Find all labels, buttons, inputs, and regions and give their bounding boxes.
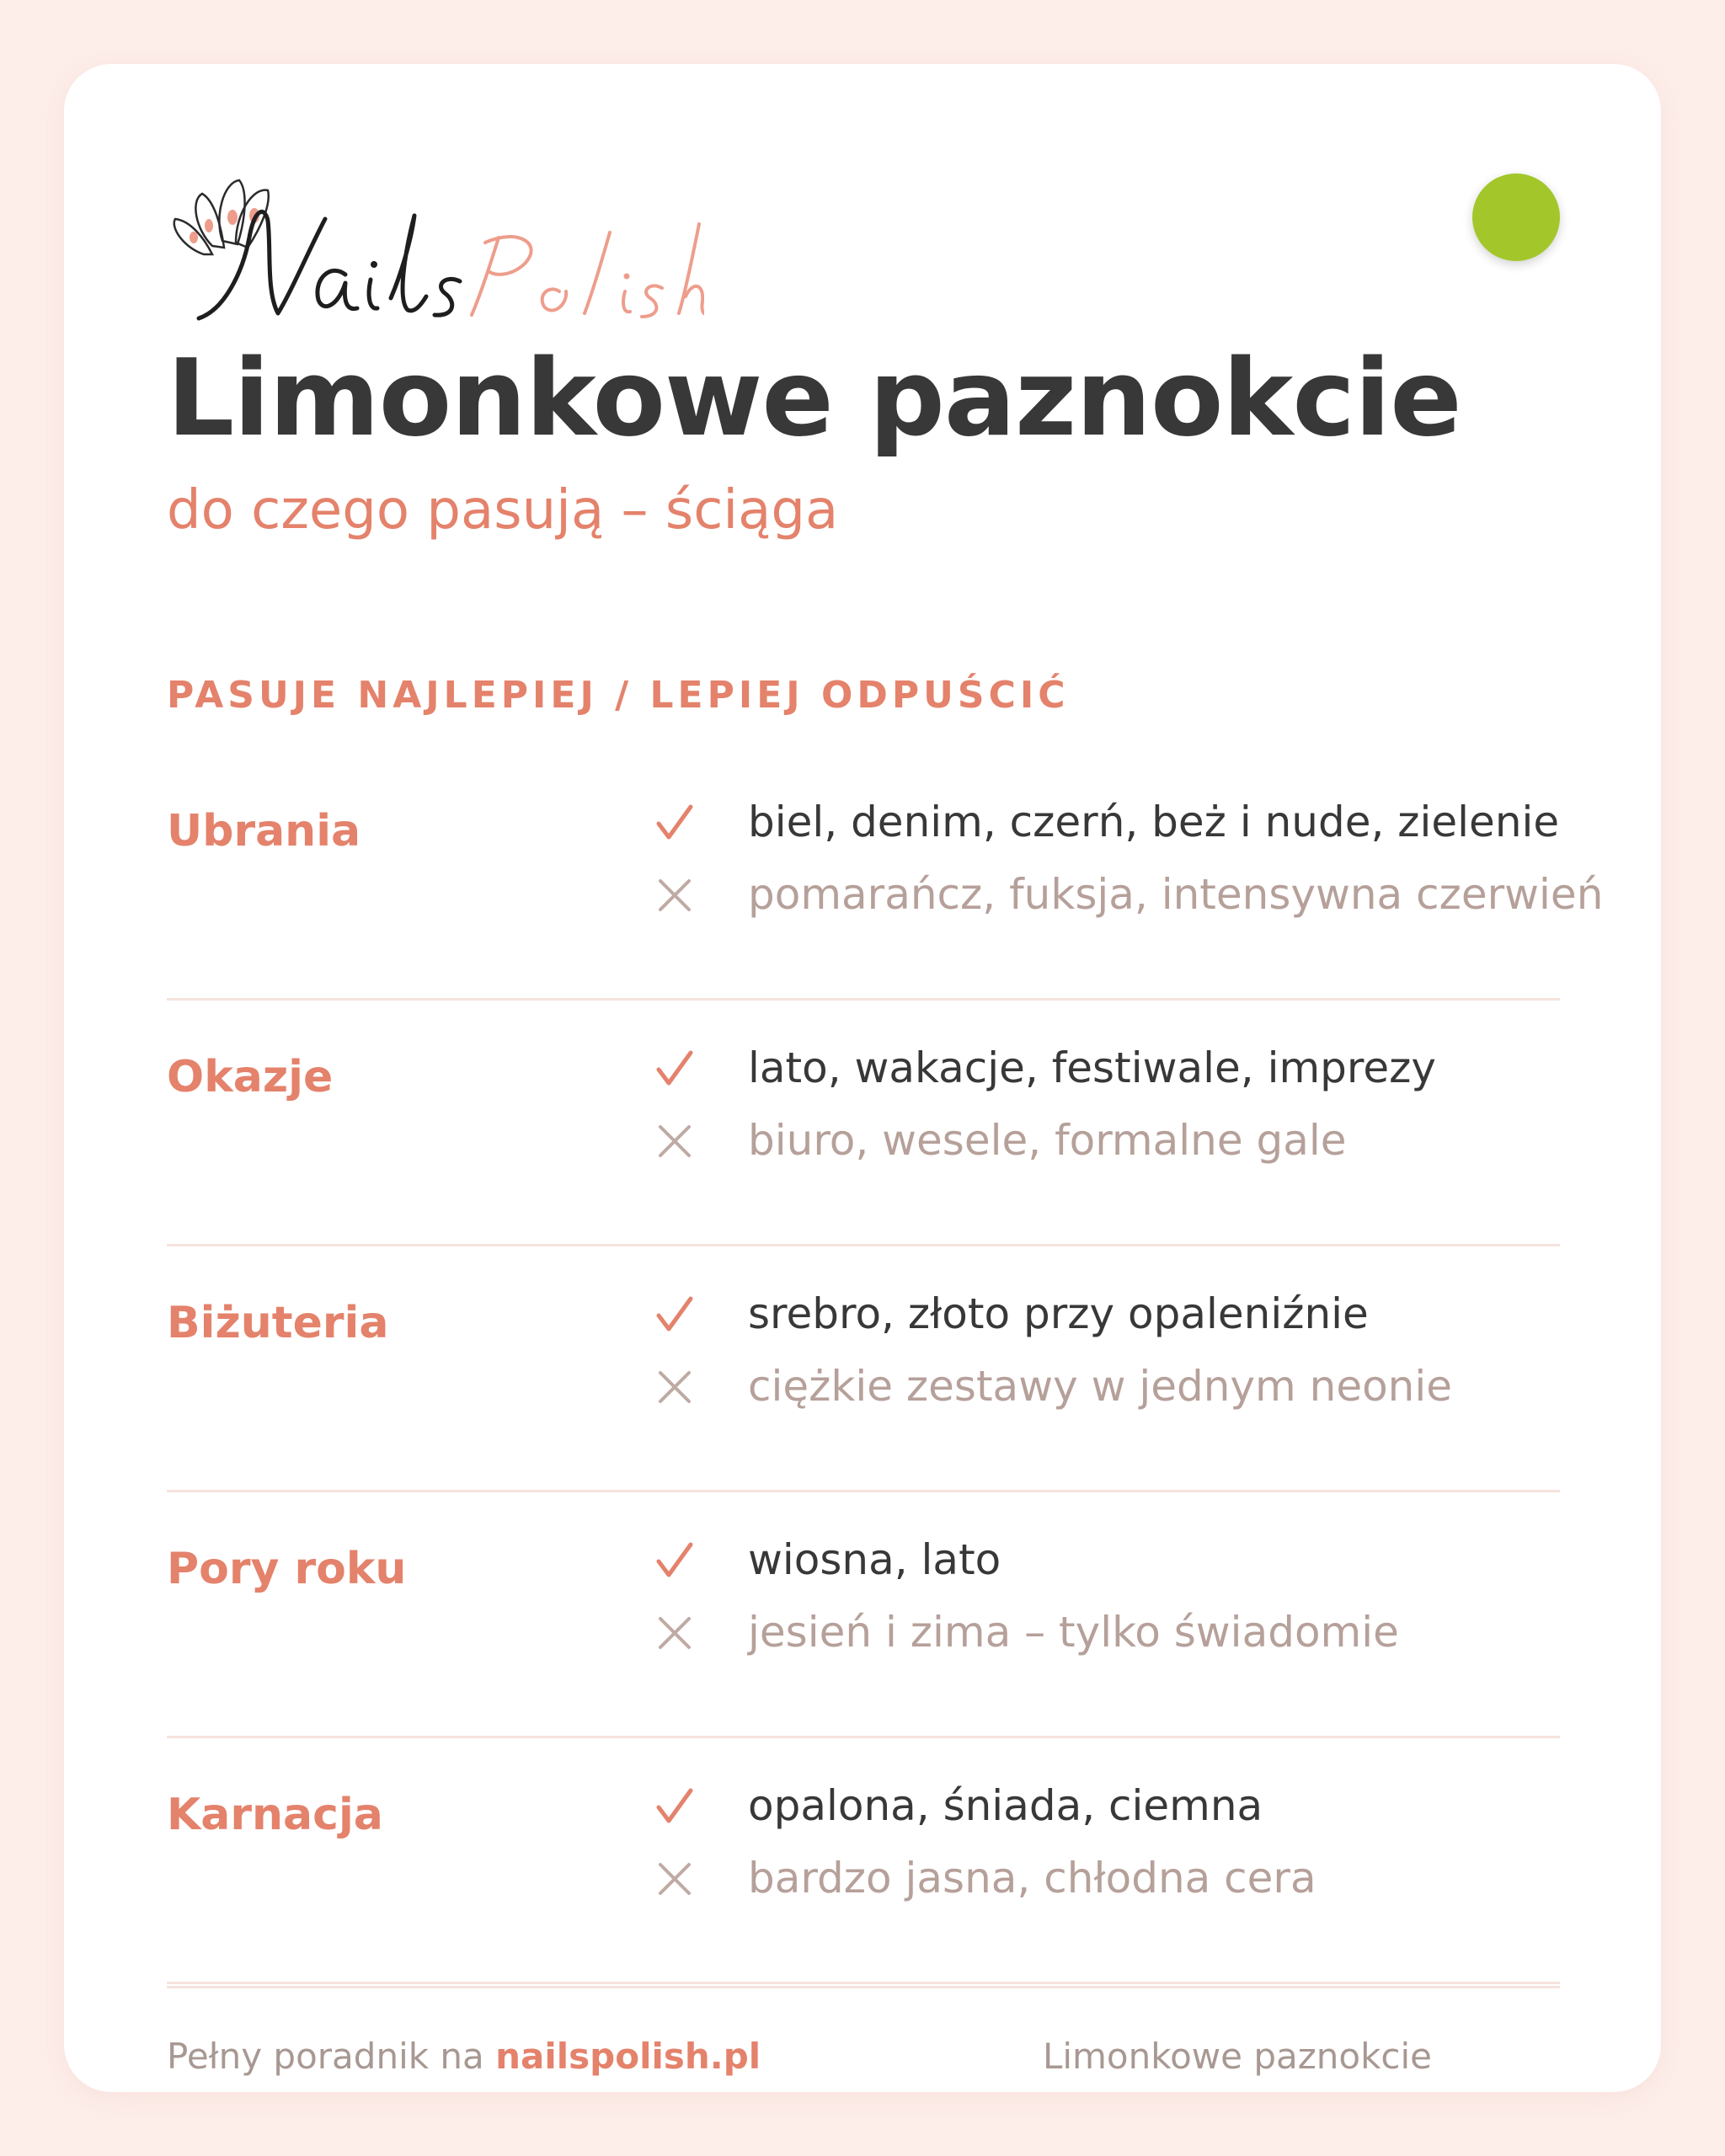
cross-icon (655, 1860, 694, 1898)
footer-prefix: Pełny poradnik na (167, 2036, 496, 2077)
avoid-text: biuro, wesele, formalne gale (748, 1116, 1347, 1165)
row-category: Biżuteria (167, 1298, 389, 1348)
pairing-list (167, 755, 1604, 1984)
section-label: PASUJE NAJLEPIEJ / LEPIEJ ODPUŚCIĆ (167, 674, 1070, 717)
recommended-text: srebro, złoto przy opaleniźnie (748, 1289, 1369, 1338)
checkmark-icon (655, 803, 694, 842)
website-link[interactable]: nailspolish.pl (495, 2036, 761, 2077)
cross-icon (655, 1122, 694, 1161)
footer-guide-note (167, 2033, 761, 2080)
pairing-row-seasons (167, 1492, 1560, 1738)
recommended-text: biel, denim, czerń, beż i nude, zielenie (748, 798, 1560, 846)
pairing-row-complexion (167, 1738, 1560, 1984)
avoid-text: pomarańcz, fuksja, intensywna czerwień (748, 870, 1604, 919)
footer-topic: Limonkowe paznokcie (1042, 2036, 1432, 2077)
recommended-text: lato, wakacje, festiwale, imprezy (748, 1043, 1436, 1092)
nailspolish-logo-icon (165, 157, 704, 350)
row-category: Karnacja (167, 1790, 383, 1840)
row-category: Pory roku (167, 1544, 407, 1594)
avoid-text: ciężkie zestawy w jednym neonie (748, 1362, 1453, 1411)
avoid-text: bardzo jasna, chłodna cera (748, 1854, 1316, 1903)
cross-icon (655, 1614, 694, 1652)
brand-logo[interactable] (165, 157, 704, 350)
cheatsheet-card (64, 64, 1661, 2092)
cross-icon (655, 1368, 694, 1406)
page-title: Limonkowe paznokcie (167, 336, 1461, 460)
pairing-row-occasions (167, 1001, 1560, 1246)
page-subtitle: do czego pasują – ściąga (167, 479, 839, 542)
cross-icon (655, 876, 694, 915)
footer-divider (167, 1986, 1560, 1988)
avoid-text: jesień i zima – tylko świadomie (748, 1608, 1399, 1657)
pairing-row-jewelry (167, 1246, 1560, 1492)
checkmark-icon (655, 1295, 694, 1334)
recommended-text: wiosna, lato (748, 1535, 1001, 1584)
recommended-text: opalona, śniada, ciemna (748, 1781, 1263, 1830)
pairing-row-clothes (167, 755, 1604, 1001)
row-category: Ubrania (167, 806, 361, 857)
row-category: Okazje (167, 1052, 334, 1102)
lime-color-swatch (1472, 173, 1560, 261)
checkmark-icon (655, 1049, 694, 1088)
checkmark-icon (655, 1541, 694, 1580)
checkmark-icon (655, 1787, 694, 1826)
